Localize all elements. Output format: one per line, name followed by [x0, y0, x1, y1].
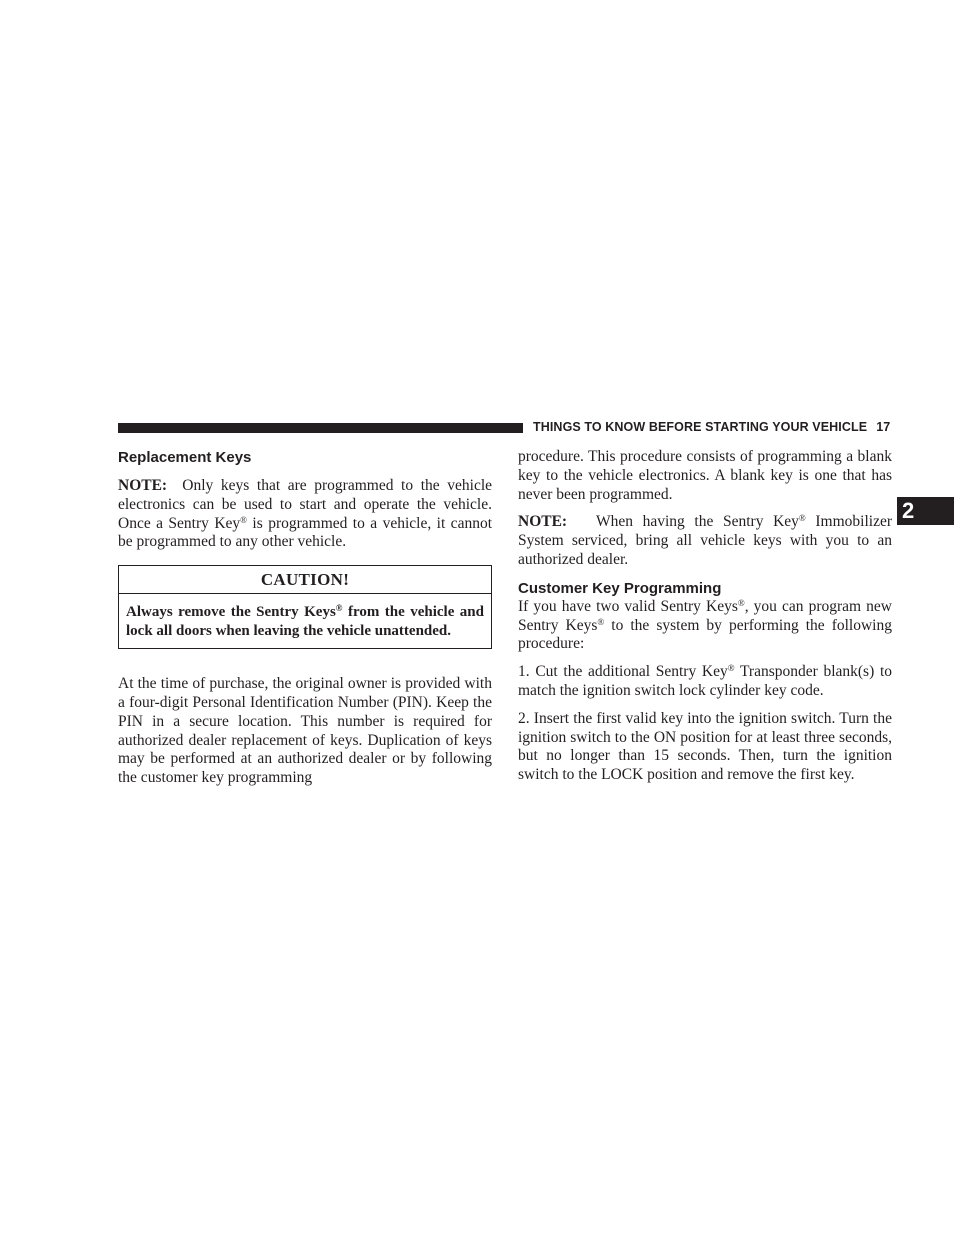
- caution-box: [118, 565, 492, 649]
- chapter-tab: 2: [897, 497, 954, 525]
- note-text: Immobilizer System serviced, bring all vehicle keys with you to an authorized dealer.: [518, 513, 892, 568]
- registered-mark: ®: [597, 616, 605, 627]
- intro-paragraph: [518, 598, 892, 654]
- note-paragraph: [118, 477, 492, 552]
- registered-mark: ®: [737, 597, 745, 608]
- section-heading: Customer Key Programming: [518, 579, 722, 597]
- note-text: is programmed to a vehicle, it cannot be programmed to any other vehicle.: [118, 514, 492, 551]
- note-paragraph: [518, 513, 892, 569]
- header-rule: [118, 423, 523, 433]
- registered-mark: ®: [798, 513, 806, 524]
- step-2: 2. Insert the first valid key into the ignition switch. Turn the ignition switch to the ON position for at least three seconds, but no longer than 15 seconds. Then, turn the ignition switch to the LOCK position and remove the first key.: [518, 709, 892, 784]
- note-label: NOTE:: [118, 477, 168, 494]
- body-paragraph: At the time of purchase, the original owner is provided with a four-digit Personal Identification Number (PIN). Keep the PIN in a secure location. This number is required for authorized dealer replacement of keys. Duplication of keys may be performed at an authorized dealer or by following the customer key programming: [118, 675, 492, 787]
- registered-mark: ®: [727, 663, 735, 674]
- intro-text: , you can program new Sentry Keys: [518, 597, 892, 634]
- caution-text-part: from the vehicle and lock all doors when leaving the vehicle unattended.: [126, 604, 484, 640]
- right-column: [518, 448, 892, 785]
- note-text: When having the Sentry Key: [595, 513, 799, 531]
- caution-title: CAUTION!: [119, 566, 491, 594]
- registered-mark: ®: [335, 603, 343, 614]
- section-heading: Replacement Keys: [118, 449, 252, 466]
- section-title: THINGS TO KNOW BEFORE STARTING YOUR VEHICLE: [533, 420, 868, 434]
- step-1: [518, 663, 892, 701]
- left-column: [118, 448, 492, 788]
- caution-text-part: Always remove the Sentry Keys: [126, 604, 336, 621]
- note-label: NOTE:: [518, 513, 568, 531]
- step-text: 1. Cut the additional Sentry Key: [518, 663, 728, 681]
- intro-text: to the system by performing the following procedure:: [518, 616, 892, 653]
- caution-text: [119, 594, 491, 648]
- running-header: [533, 420, 891, 435]
- registered-mark: ®: [240, 514, 247, 525]
- intro-text: If you have two valid Sentry Keys: [518, 597, 738, 615]
- body-paragraph: procedure. This procedure consists of programming a blank key to the vehicle electronics. A blank key is one that has never been programmed.: [518, 448, 892, 503]
- page-number: 17: [876, 420, 891, 434]
- note-text: Only keys that are programmed to the vehicle electronics can be used to start and operate the vehicle. Once a Sentry Key: [118, 477, 493, 532]
- step-text: Transponder blank(s) to match the ignition switch lock cylinder key code.: [518, 663, 893, 699]
